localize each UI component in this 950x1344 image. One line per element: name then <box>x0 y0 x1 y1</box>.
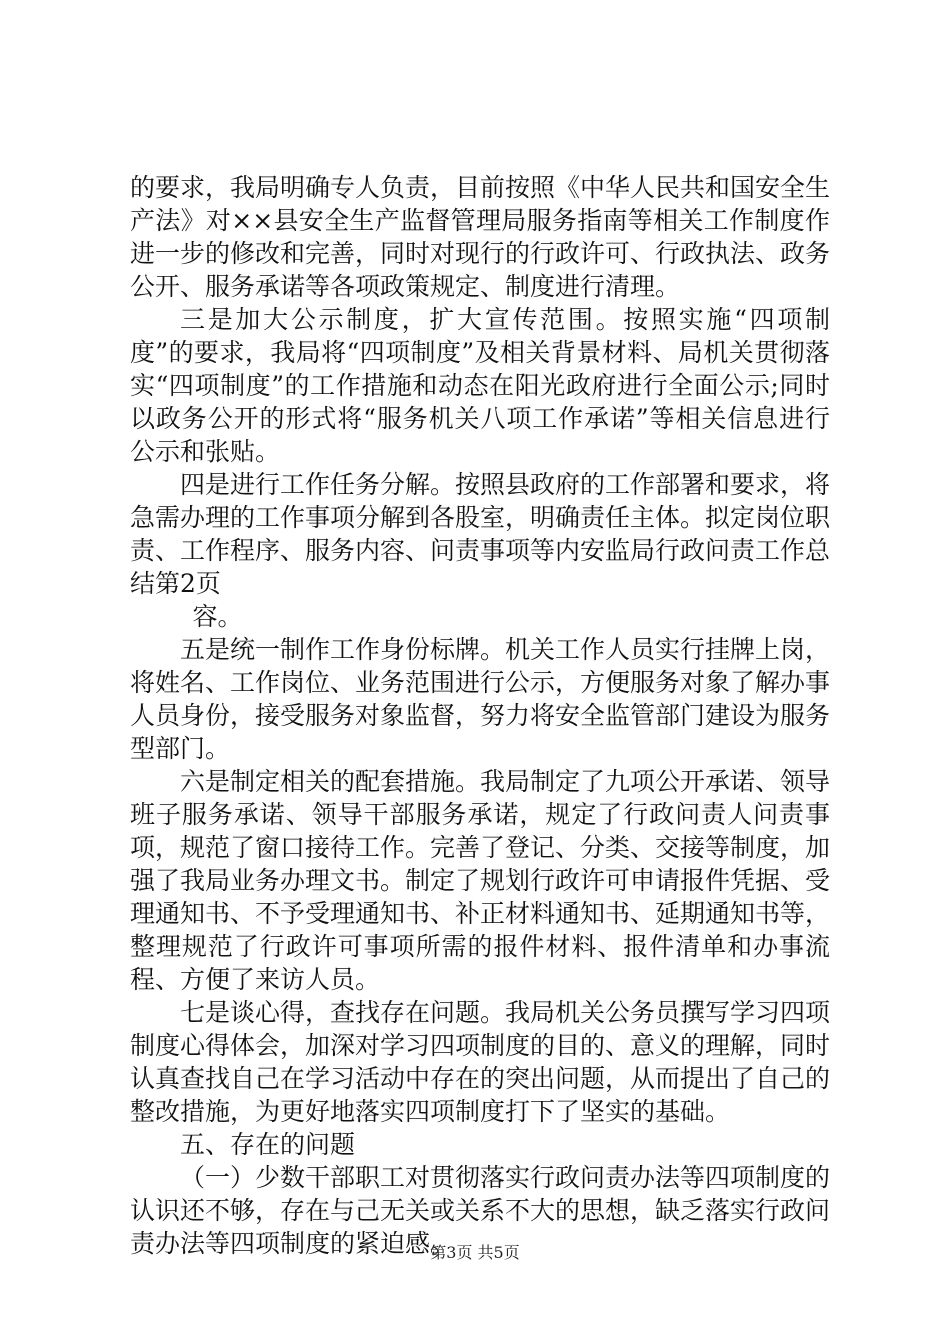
document-body <box>130 171 830 1260</box>
paragraph-id-badge: 五是统一制作工作身份标牌。机关工作人员实行挂牌上岗，将姓名、工作岗位、业务范围进行公示，方便服务对象了解办事人员身份，接受服务对象监督，努力将安全监管部门建设为服务型部门。 <box>130 635 831 763</box>
paragraph-experience: 七是谈心得，查找存在问题。我局机关公务员撰写学习四项制度心得体会，加深对学习四项制度的目的、意义的理解，同时认真查找自己在学习活动中存在的突出问题，从而提出了自己的整改措施，为更好地落实四项制度打下了坚实的基础。 <box>130 998 831 1126</box>
paragraph-continuation: 的要求，我局明确专人负责，目前按照《中华人民共和国安全生产法》对××县安全生产监督管理局服务指南等相关工作制度作进一步的修改和完善，同时对现行的行政许可、行政执法、政务公开、服务承诺等各项政策规定、制度进行清理。 <box>130 173 831 301</box>
paragraph-publicity: 三是加大公示制度，扩大宣传范围。按照实施“四项制度”的要求，我局将“四项制度”及相关背景材料、局机关贯彻落实“四项制度”的工作措施和动态在阳光政府进行全面公示;同时以政务公开的形式将“服务机关八项工作承诺”等相关信息进行公示和张贴。 <box>130 305 830 466</box>
paragraph-supporting-measures: 六是制定相关的配套措施。我局制定了九项公开承诺、领导班子服务承诺、领导干部服务承诺，规定了行政问责人问责事项，规范了窗口接待工作。完善了登记、分类、交接等制度，加强了我局业务办理文书。制定了规划行政许可申请报件凭据、受理通知书、不予受理通知书、补正材料通知书、延期通知书等，整理规范了行政许可事项所需的报件材料、报件清单和办事流程、方便了来访人员。 <box>130 767 831 994</box>
paragraph-task-breakdown: 四是进行工作任务分解。按照县政府的工作部署和要求，将急需办理的工作事项分解到各股室，明确责任主体。拟定岗位职责、工作程序、服务内容、问责事项等内安监局行政问责工作总结第2页 <box>130 470 831 598</box>
section-heading-problems: 五、存在的问题 <box>180 1130 356 1159</box>
paragraph-problem-1: （一）少数干部职工对贯彻落实行政问责办法等四项制度的认识还不够，存在与己无关或关系不大的思想，缺乏落实行政问责办法等四项制度的紧迫感。 <box>130 1163 831 1258</box>
page-footer: 第3页 共5页 <box>430 1243 520 1262</box>
paragraph-fragment: 容。 <box>192 602 243 631</box>
